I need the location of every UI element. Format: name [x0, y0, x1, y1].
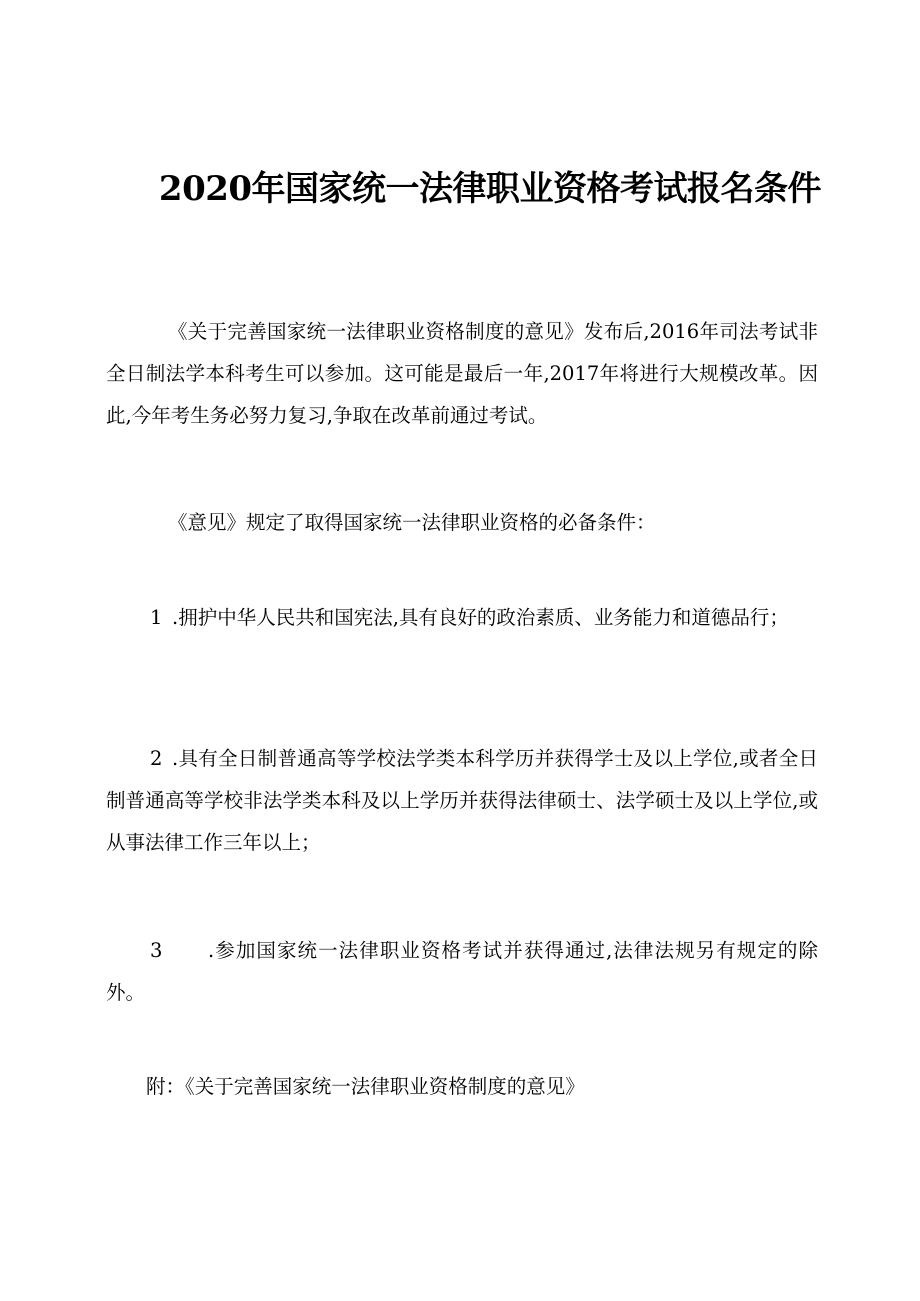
condition-number: 1: [150, 606, 163, 629]
condition-item-2: [106, 738, 818, 864]
attachment-line: [106, 1066, 818, 1108]
condition-number: 2: [150, 747, 163, 770]
condition-text: .具有全日制普通高等学校法学类本科学历并获得学士及以上学位,或者全日制普通高等学校非法学类本科及以上学历并获得法律硕士、法学硕士及以上学位,或从事法律工作三年以上；: [106, 747, 818, 854]
conditions-intro-paragraph: 《意见》规定了取得国家统一法律职业资格的必备条件：: [168, 511, 656, 534]
condition-text: .参加国家统一法律职业资格考试并获得通过,法律法规另有规定的除外。: [106, 939, 818, 1004]
attachment-title: 《关于完善国家统一法律职业资格制度的意见》: [185, 1075, 585, 1098]
intro-paragraph: 《关于完善国家统一法律职业资格制度的意见》发布后,2016年司法考试非全日制法学本科考生可以参加。这可能是最后一年,2017年将进行大规模改革。因此,今年考生务必努力复习,争取在改革前通过考试。: [106, 320, 818, 427]
condition-number: 3: [150, 939, 163, 962]
condition-item-1: [106, 597, 818, 639]
condition-text: .拥护中华人民共和国宪法,具有良好的政治素质、业务能力和道德品行；: [172, 606, 789, 629]
condition-item-3: [106, 930, 818, 1014]
document-title: 2020年国家统一法律职业资格考试报名条件: [158, 169, 822, 209]
attachment-label: 附：: [146, 1075, 186, 1098]
